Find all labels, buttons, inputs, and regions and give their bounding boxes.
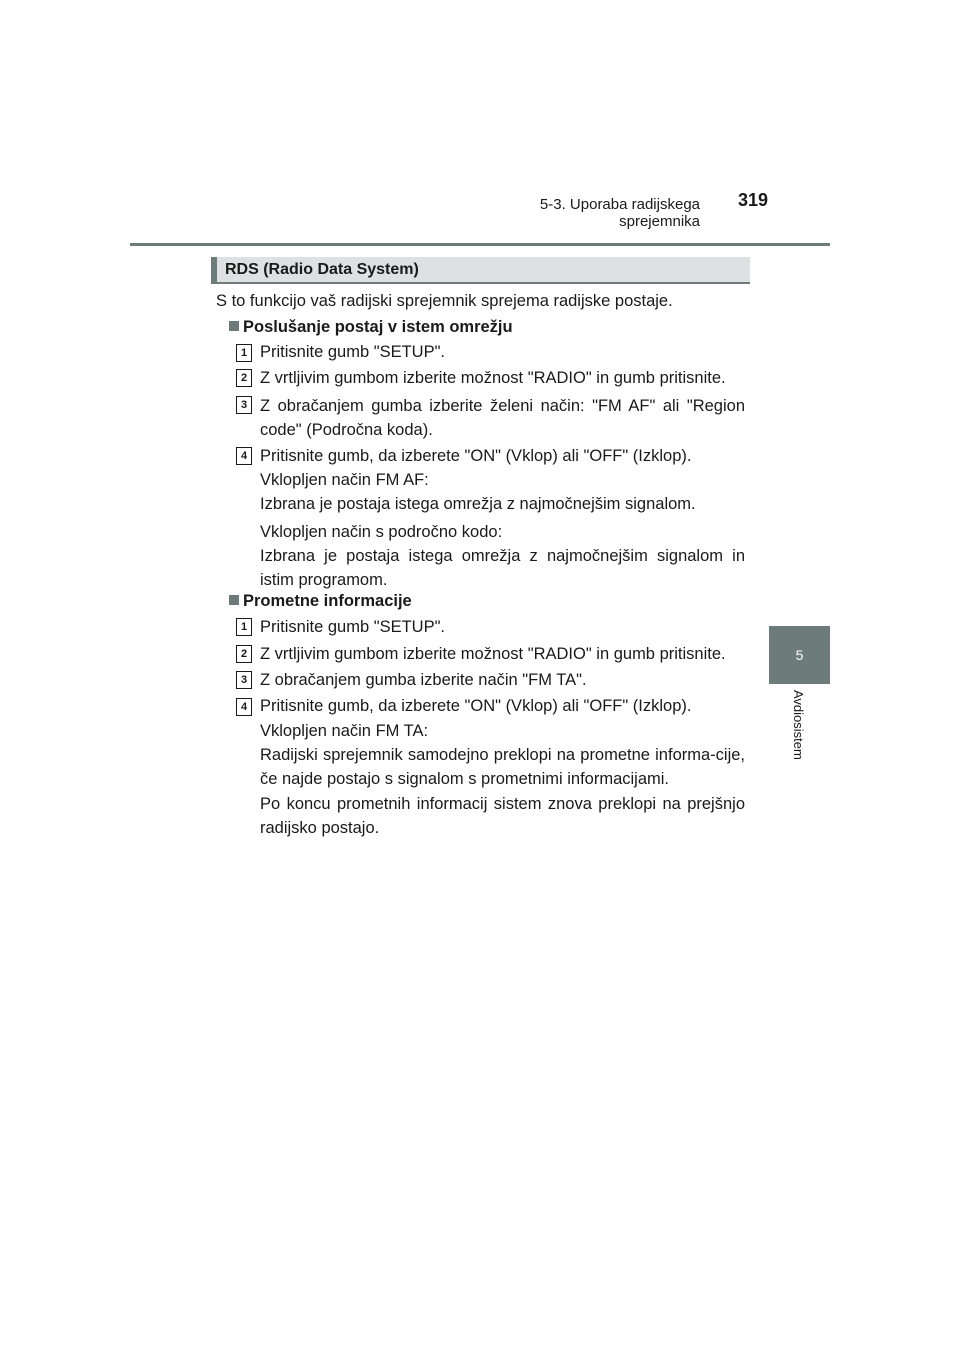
page-number: 319 [738, 190, 769, 210]
note-block [260, 468, 745, 516]
header-rule [130, 243, 830, 246]
note-block [260, 792, 745, 840]
note-block [260, 520, 745, 592]
step-number-badge: 1 [236, 344, 252, 362]
step-text: Z obračanjem gumba izberite način "FM TA". [260, 671, 587, 689]
section-intro: S to funkcijo vaš radijski sprejemnik sprejema radijske postaje. [216, 292, 673, 310]
step-text: Pritisnite gumb "SETUP". [260, 343, 446, 361]
note-text: Izbrana je postaja istega omrežja z najmočnejšim signalom in istim programom. [260, 547, 745, 589]
note-title: Vklopljen način FM TA: [260, 722, 429, 740]
step-number-badge: 2 [236, 645, 252, 663]
step-text: Pritisnite gumb, da izberete "ON" (Vklop) ali "OFF" (Izklop). [260, 697, 692, 715]
chapter-tab: 5 [769, 626, 830, 684]
step-number-badge: 3 [236, 396, 252, 414]
step-number-badge: 4 [236, 698, 252, 716]
square-bullet-icon [229, 595, 239, 605]
square-bullet-icon [229, 321, 239, 331]
subheading-traffic-text: Prometne informacije [243, 592, 412, 610]
step-number-badge: 2 [236, 369, 252, 387]
page-header-section: 5-3. Uporaba radijskega sprejemnika [539, 196, 700, 230]
step-text: Z obračanjem gumba izberite želeni način: "FM AF" ali "Region code" (Področna koda). [260, 397, 745, 439]
chapter-label: Avdiosistem [791, 690, 806, 760]
step-number-badge: 4 [236, 447, 252, 465]
note-title: Vklopljen način FM AF: [260, 471, 429, 489]
note-text: Po koncu prometnih informacij sistem znova preklopi na prejšnjo radijsko postajo. [260, 795, 745, 837]
step-number-badge: 3 [236, 671, 252, 689]
step-text: Pritisnite gumb "SETUP". [260, 618, 446, 636]
step-number-badge: 1 [236, 618, 252, 636]
note-text: Radijski sprejemnik samodejno preklopi na prometne informa-cije, če najde postajo s signalom s prometnimi informacijami. [260, 746, 745, 788]
step-text: Z vrtljivim gumbom izberite možnost "RADIO" in gumb pritisnite. [260, 369, 726, 387]
note-title: Vklopljen način s področno kodo: [260, 523, 503, 541]
subheading-network [229, 315, 513, 339]
section-title: RDS (Radio Data System) [211, 257, 750, 284]
note-text: Izbrana je postaja istega omrežja z najmočnejšim signalom. [260, 495, 696, 513]
subheading-traffic [229, 589, 412, 613]
note-block [260, 719, 745, 791]
subheading-network-text: Poslušanje postaj v istem omrežju [243, 318, 513, 336]
step-text: Pritisnite gumb, da izberete "ON" (Vklop) ali "OFF" (Izklop). [260, 447, 692, 465]
step-text: Z vrtljivim gumbom izberite možnost "RADIO" in gumb pritisnite. [260, 645, 726, 663]
